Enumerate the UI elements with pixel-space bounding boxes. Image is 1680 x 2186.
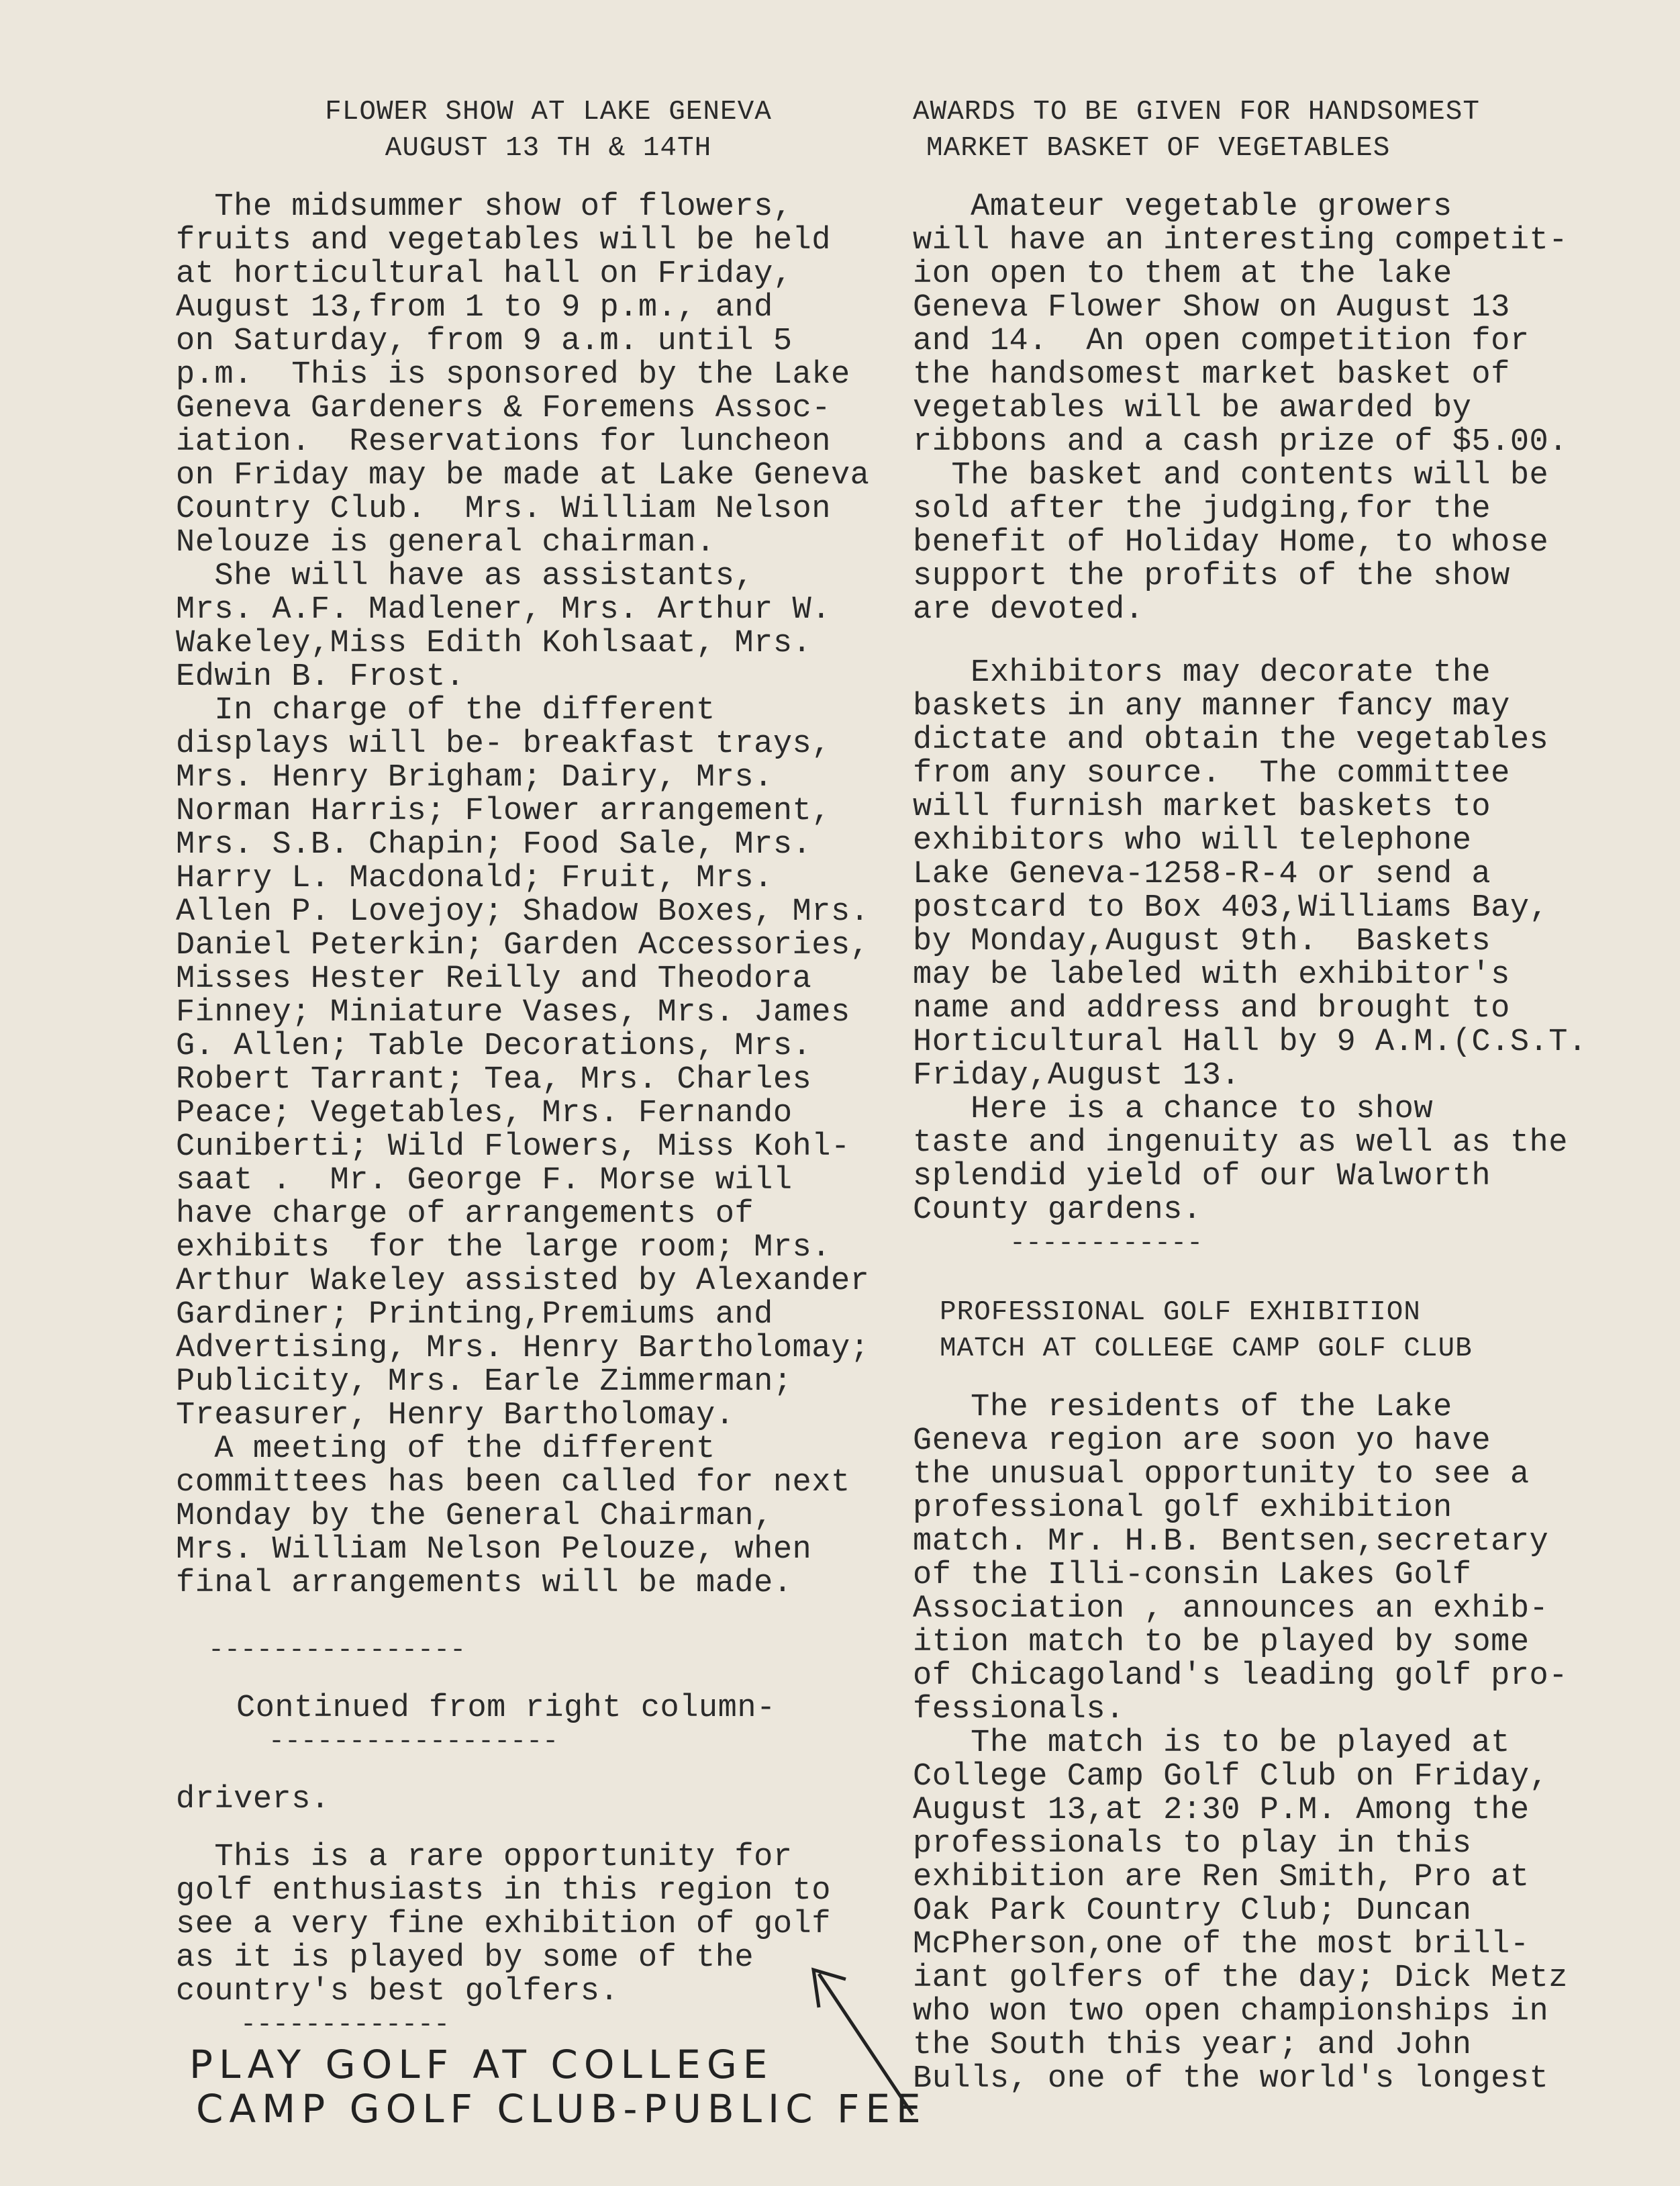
text-line: baskets in any manner fancy may [913, 689, 1510, 724]
text-line: may be labeled with exhibitor's [913, 957, 1510, 993]
text-line: by Monday,August 9th. Baskets [913, 924, 1491, 959]
text-line: Amateur vegetable growers [913, 189, 1452, 225]
text-line: will furnish market baskets to [913, 790, 1491, 825]
text-line: ion open to them at the lake [913, 256, 1452, 292]
text-line: McPherson,one of the most brill- [913, 1927, 1530, 1962]
article-paragraph [176, 191, 921, 560]
text-line: G. Allen; Table Decorations, Mrs. [176, 1029, 812, 1064]
text-line: Allen P. Lovejoy; Shadow Boxes, Mrs. [176, 894, 870, 930]
text-line: have charge of arrangements of [176, 1196, 754, 1232]
text-line: displays will be- breakfast trays, [176, 726, 831, 762]
text-line: Robert Tarrant; Tea, Mrs. Charles [176, 1062, 812, 1098]
text-line: Mrs. A.F. Madlener, Mrs. Arthur W. [176, 592, 831, 628]
text-line: who won two open championships in [913, 1994, 1549, 2030]
text-line: She will have as assistants, [176, 559, 754, 594]
text-line: on Saturday, from 9 a.m. until 5 [176, 324, 793, 359]
text-line: Edwin B. Frost. [176, 659, 465, 695]
text-line: College Camp Golf Club on Friday, [913, 1759, 1549, 1795]
text-line: the unusual opportunity to see a [913, 1457, 1530, 1492]
text-line: from any source. The committee [913, 756, 1510, 792]
text-line: Exhibitors may decorate the [913, 655, 1491, 691]
text-line: Mrs. William Nelson Pelouze, when [176, 1532, 812, 1568]
text-line: Norman Harris; Flower arrangement, [176, 794, 831, 829]
text-line: p.m. This is sponsored by the Lake [176, 357, 850, 393]
text-line: Association , announces an exhib- [913, 1591, 1549, 1627]
text-line: Lake Geneva-1258-R-4 or send a [913, 857, 1491, 892]
text-line: Publicity, Mrs. Earle Zimmerman; [176, 1364, 793, 1400]
footer-line: CAMP GOLF CLUB-PUBLIC FEE [196, 2086, 927, 2132]
golf-article [913, 1391, 1658, 2096]
text-line: exhibitors who will telephone [913, 823, 1472, 859]
pointer-arrow-icon [805, 1960, 926, 2128]
text-line: The basket and contents will be [913, 458, 1549, 493]
text-line: iant golfers of the day; Dick Metz [913, 1960, 1568, 1996]
text-line: Mrs. S.B. Chapin; Food Sale, Mrs. [176, 827, 812, 863]
text-line: of Chicagoland's leading golf pro- [913, 1658, 1568, 1694]
text-line: the handsomest market basket of [913, 357, 1510, 393]
headline-line: AUGUST 13 TH & 14TH [385, 133, 712, 164]
text-line: benefit of Holiday Home, to whose [913, 525, 1549, 561]
text-line: professional golf exhibition [913, 1490, 1452, 1526]
article-paragraph [176, 694, 921, 1433]
text-line: Geneva Gardeners & Foremens Assoc- [176, 391, 831, 426]
text-line: see a very fine exhibition of golf [176, 1907, 831, 1942]
golf-headline [913, 1294, 1658, 1367]
text-line: exhibition are Ren Smith, Pro at [913, 1860, 1530, 1895]
text-line: golf enthusiasts in this region to [176, 1873, 831, 1909]
text-line: County gardens. [913, 1192, 1202, 1228]
text-line: Geneva Flower Show on August 13 [913, 290, 1510, 326]
text-line: Misses Hester Reilly and Theodora [176, 961, 812, 997]
text-line: ition match to be played by some [913, 1625, 1530, 1660]
text-line: The match is to be played at [913, 1725, 1510, 1761]
text-line: Wakeley,Miss Edith Kohlsaat, Mrs. [176, 626, 812, 661]
text-line: final arrangements will be made. [176, 1566, 793, 1601]
text-line: postcard to Box 403,Williams Bay, [913, 890, 1549, 926]
text-line: Horticultural Hall by 9 A.M.(C.S.T. [913, 1025, 1587, 1060]
text-line: Friday,August 13. [913, 1058, 1240, 1094]
text-line: The residents of the Lake [913, 1390, 1452, 1425]
text-line: professionals to play in this [913, 1826, 1472, 1862]
text-line: This is a rare opportunity for [176, 1840, 793, 1875]
text-line: Treasurer, Henry Bartholomay. [176, 1398, 735, 1433]
text-line: sold after the judging,for the [913, 491, 1491, 527]
text-line: Gardiner; Printing,Premiums and [176, 1297, 773, 1333]
text-line: Nelouze is general chairman. [176, 525, 715, 561]
divider-rule: ------------------ [236, 1727, 559, 1757]
text-line: Geneva region are soon yo have [913, 1423, 1491, 1459]
text-line: iation. Reservations for luncheon [176, 424, 831, 460]
text-line: committees has been called for next [176, 1465, 850, 1501]
text-line: Harry L. Macdonald; Fruit, Mrs. [176, 861, 773, 896]
text-line: Peace; Vegetables, Mrs. Fernando [176, 1096, 793, 1131]
text-line: Monday by the General Chairman, [176, 1499, 773, 1534]
text-line: Country Club. Mrs. William Nelson [176, 491, 831, 527]
text-line: Cuniberti; Wild Flowers, Miss Kohl- [176, 1129, 850, 1165]
continued-note: Continued from right column- [236, 1691, 776, 1726]
text-line: will have an interesting competit- [913, 223, 1568, 258]
text-line: In charge of the different [176, 693, 715, 728]
text-line: Oak Park Country Club; Duncan [913, 1893, 1472, 1929]
divider-rule: ---------------- [176, 1635, 466, 1666]
text-line: dictate and obtain the vegetables [913, 722, 1549, 758]
text-line: Arthur Wakeley assisted by Alexander [176, 1264, 870, 1299]
text-line: are devoted. [913, 592, 1144, 628]
divider-rule: ------------- [176, 2010, 450, 2040]
text-line: country's best golfers. [176, 1974, 620, 2009]
article-paragraph [176, 560, 921, 694]
text-line: the South this year; and John [913, 2028, 1472, 2063]
article-paragraph [913, 1093, 1658, 1227]
text-line: Mrs. Henry Brigham; Dairy, Mrs. [176, 760, 773, 796]
headline-line: MATCH AT COLLEGE CAMP GOLF CLUB [940, 1333, 1473, 1364]
right-column [913, 94, 1658, 2096]
text-line: exhibits for the large room; Mrs. [176, 1230, 831, 1266]
text-line: August 13,from 1 to 9 p.m., and [176, 290, 773, 326]
article-paragraph [176, 1433, 921, 1601]
article-paragraph [913, 1727, 1658, 2096]
awards-article [913, 191, 1658, 1227]
text-line: on Friday may be made at Lake Geneva [176, 458, 870, 493]
text-line: name and address and brought to [913, 991, 1510, 1027]
headline-line: MARKET BASKET OF VEGETABLES [926, 133, 1391, 164]
text-line: at horticultural hall on Friday, [176, 256, 793, 292]
text-line: ribbons and a cash prize of $5.00. [913, 424, 1568, 460]
divider-rule: ------------ [913, 1229, 1203, 1259]
text-line: support the profits of the show [913, 559, 1510, 594]
left-column [176, 94, 927, 2132]
headline-line: PROFESSIONAL GOLF EXHIBITION [940, 1297, 1421, 1328]
text-line: of the Illi-consin Lakes Golf [913, 1558, 1472, 1593]
text-line: Bulls, one of the world's longest [913, 2061, 1549, 2097]
text-line: and 14. An open competition for [913, 324, 1530, 359]
article-paragraph [913, 191, 1658, 627]
headline-line: FLOWER SHOW AT LAKE GENEVA [325, 97, 772, 128]
text-line: as it is played by some of the [176, 1940, 754, 1976]
text-line: Finney; Miniature Vases, Mrs. James [176, 995, 850, 1031]
text-line: August 13,at 2:30 P.M. Among the [913, 1793, 1530, 1828]
awards-headline [913, 94, 1658, 167]
text-line: saat . Mr. George F. Morse will [176, 1163, 793, 1198]
flower-show-headline [176, 94, 921, 167]
text-line: The midsummer show of flowers, [176, 189, 793, 225]
footer-line: PLAY GOLF AT COLLEGE [189, 2042, 774, 2087]
text-line: Here is a chance to show [913, 1092, 1434, 1127]
text-line: A meeting of the different [176, 1431, 715, 1467]
text-line: Advertising, Mrs. Henry Bartholomay; [176, 1331, 870, 1366]
text-line: splendid yield of our Walworth [913, 1159, 1491, 1194]
text-line: fessionals. [913, 1692, 1125, 1727]
flower-show-article [176, 191, 921, 1601]
text-line: Daniel Peterkin; Garden Accessories, [176, 928, 870, 963]
headline-line: AWARDS TO BE GIVEN FOR HANDSOMEST [913, 97, 1480, 128]
article-paragraph [913, 1391, 1658, 1727]
continued-text: drivers. [176, 1782, 330, 1817]
article-paragraph [913, 657, 1658, 1093]
text-line: taste and ingenuity as well as the [913, 1125, 1568, 1161]
text-line: match. Mr. H.B. Bentsen,secretary [913, 1524, 1549, 1560]
text-line: vegetables will be awarded by [913, 391, 1472, 426]
text-line: fruits and vegetables will be held [176, 223, 831, 258]
